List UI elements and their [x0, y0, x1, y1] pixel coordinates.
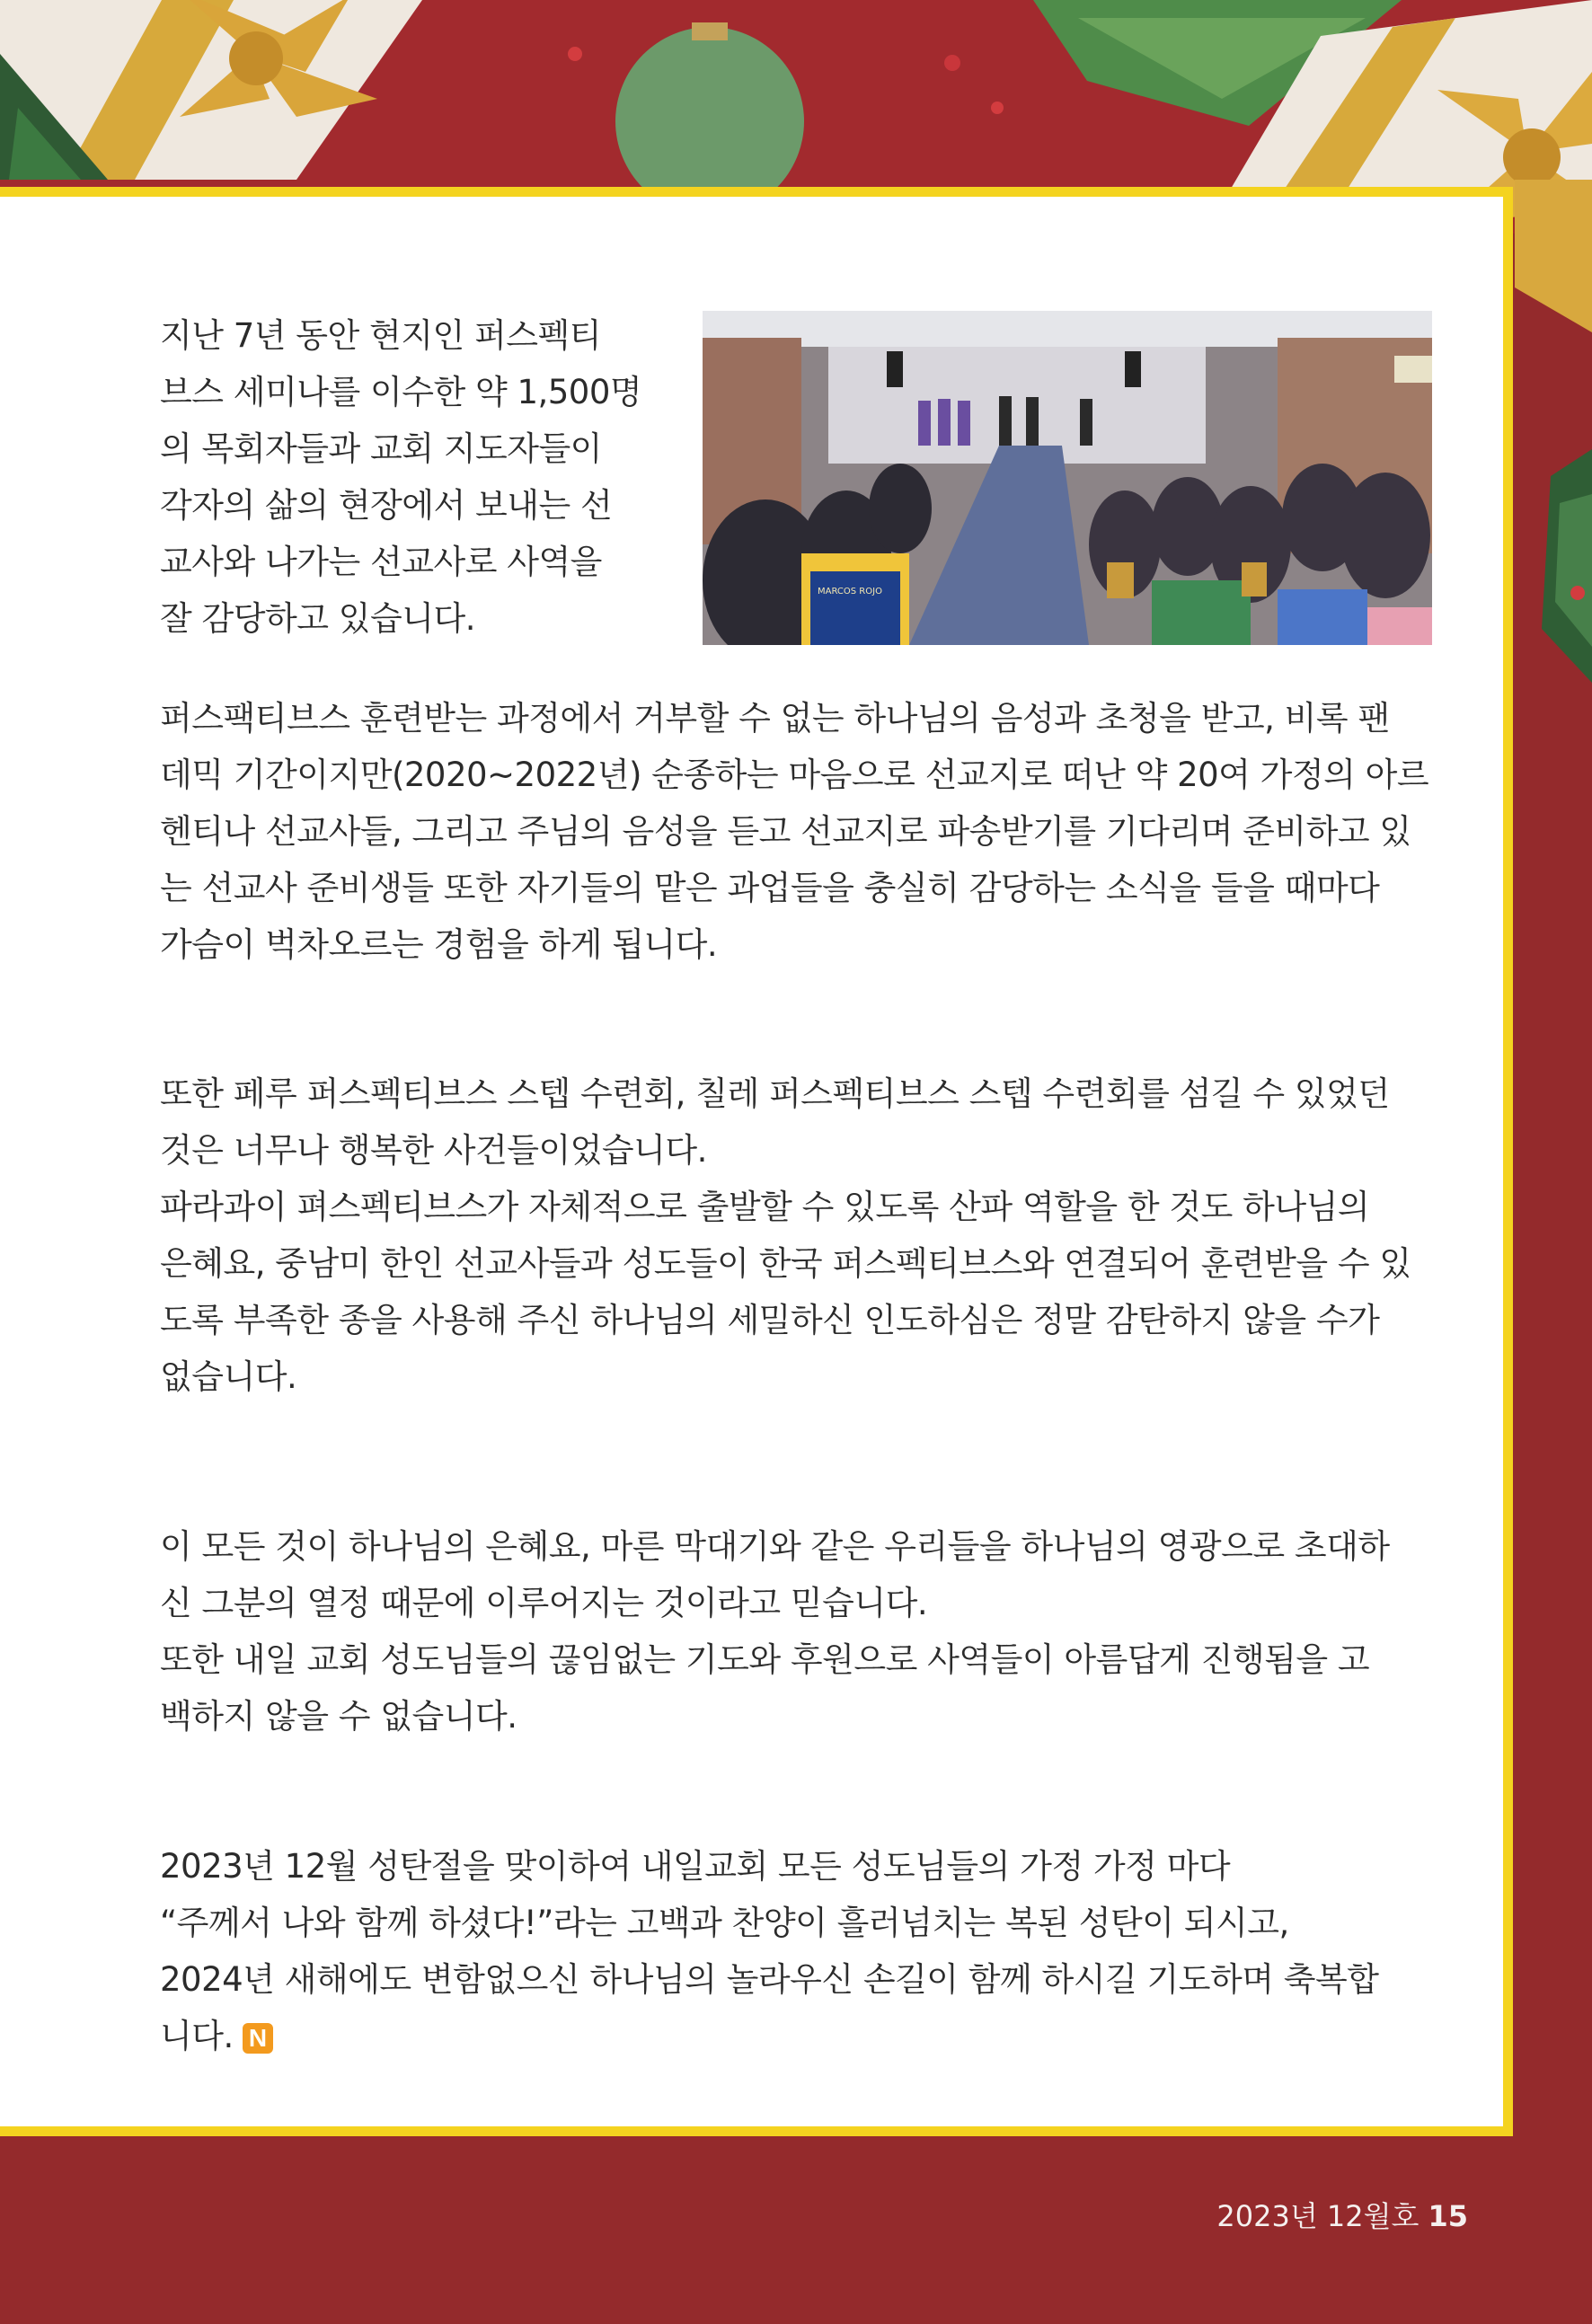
body-line: 2024년 새해에도 변함없으신 하나님의 놀라우신 손길이 함께 하시길 기도하며 축복합: [160, 1960, 1379, 1999]
body-line: 없습니다.: [160, 1357, 297, 1396]
body-line: 파라과이 펴스펙티브스가 자체적으로 출발할 수 있도록 산파 역할을 한 것도 하나님의: [160, 1188, 1370, 1226]
body-line: 신 그분의 열정 때문에 이루어지는 것이라고 믿습니다.: [160, 1584, 928, 1622]
intro-line: 잘 감당하고 있습니다.: [160, 599, 475, 638]
issue-label: 2023년 12월호: [1216, 2199, 1420, 2233]
last-line: [160, 2017, 273, 2056]
body-line: 또한 페루 퍼스펙티브스 스텝 수련회, 칠레 퍼스펙티브스 스텝 수련회를 섬길 수 있었던: [160, 1074, 1390, 1113]
page-number: 15: [1428, 2199, 1468, 2233]
body-line: 니다.: [160, 2017, 234, 2055]
body-line: 데믹 기간이지만(2020~2022년) 순종하는 마음으로 선교지로 떠난 약 20여 가정의 아르: [160, 756, 1429, 794]
intro-line: 지난 7년 동안 현지인 퍼스펙티: [160, 316, 601, 355]
shirt-text: MARCOS ROJO: [818, 587, 882, 596]
intro-line: 의 목회자들과 교회 지도자들이: [160, 429, 602, 468]
n-logo-icon: N: [243, 2023, 273, 2054]
body-line: 이 모든 것이 하나님의 은혜요, 마른 막대기와 같은 우리들을 하나님의 영광으로 초대하: [160, 1527, 1390, 1566]
body-line: 2023년 12월 성탄절을 맞이하여 내일교회 모든 성도님들의 가정 가정 마다: [160, 1847, 1231, 1886]
page-footer: [1216, 2194, 1468, 2235]
body-line: 는 선교사 준비생들 또한 자기들의 맡은 과업들을 충실히 감당하는 소식을 들을 때마다: [160, 869, 1380, 907]
body-line: 도록 부족한 종을 사용해 주신 하나님의 세밀하신 인도하심은 정말 감탄하지 않을 수가: [160, 1301, 1380, 1339]
body-line: 백하지 않을 수 없습니다.: [160, 1697, 517, 1736]
side-decoration: [1515, 180, 1592, 2147]
body-line: “주께서 나와 함께 하셨다!”라는 고백과 찬양이 흘러넘치는 복된 성탄이 되시고,: [160, 1904, 1289, 1942]
intro-line: 교사와 나가는 선교사로 사역을: [160, 543, 602, 581]
intro-line: 각자의 삶의 현장에서 보내는 선: [160, 486, 613, 525]
pine-branch-icon: [1515, 180, 1592, 2147]
intro-line: 브스 세미나를 이수한 약 1,500명: [160, 373, 642, 411]
church-seminar-audience-photo-icon: [703, 311, 1432, 645]
body-line: 또한 내일 교회 성도님들의 끊임없는 기도와 후원으로 사역들이 아름답게 진행됨을 고: [160, 1640, 1370, 1679]
body-line: 것은 너무나 행복한 사건들이었습니다.: [160, 1131, 707, 1170]
body-line: 가슴이 벅차오르는 경험을 하게 됩니다.: [160, 925, 718, 964]
church-seminar-photo: [703, 311, 1432, 645]
body-line: 은혜요, 중남미 한인 선교사들과 성도들이 한국 퍼스펙티브스와 연결되어 훈련받을 수 있: [160, 1244, 1411, 1283]
body-line: 퍼스팩티브스 훈련받는 과정에서 거부할 수 없는 하나님의 음성과 초청을 받고, 비록 팬: [160, 699, 1390, 738]
body-line: 헨티나 선교사들, 그리고 주님의 음성을 듣고 선교지로 파송받기를 기다리며 준비하고 있: [160, 812, 1411, 851]
